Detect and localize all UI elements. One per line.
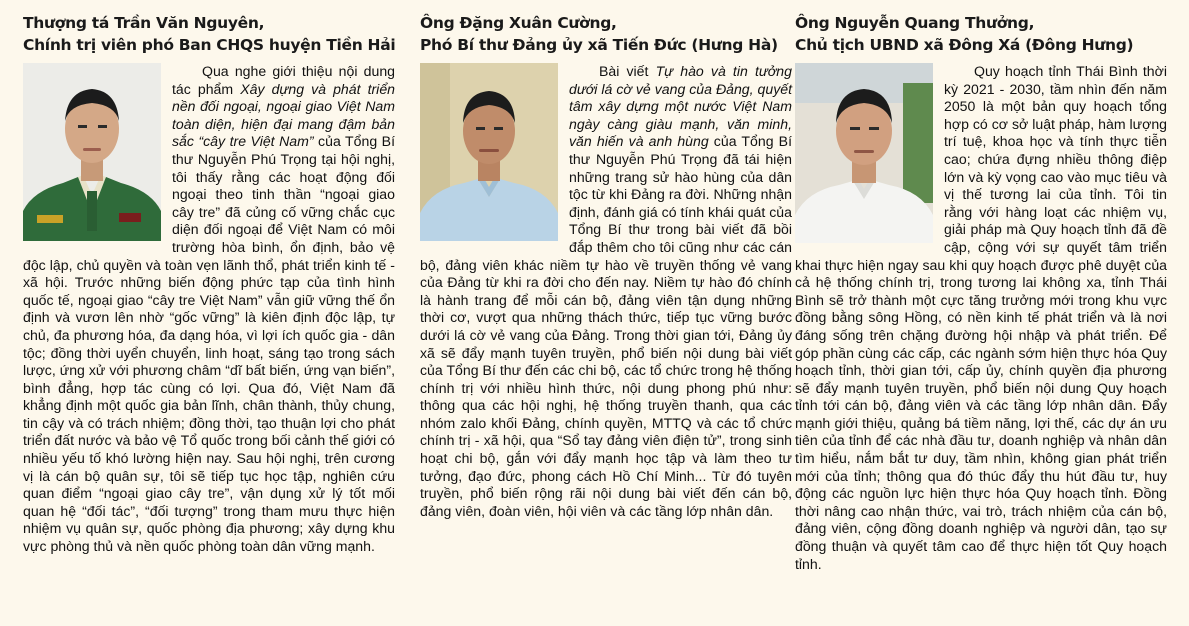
column-heading <box>420 12 792 56</box>
column-heading <box>23 12 395 56</box>
body-text: Quy hoạch tỉnh Thái Bình thời kỳ 2021 - 2030, tầm nhìn đến năm 2050 là một bản quy hoạch tổng hợp có cơ sở luật pháp, hàm lượng trí tuệ, khoa học và tính thực tiễn cao; chứa đựng nhiều thông điệp lớn và kỳ vọng cao vào mục tiêu và vị thế tương lai của tỉnh. Tôi tin rằng với hàng loạt các nhiệm vụ, giải pháp mà Quy hoạch tỉnh đã đề cập, cộng với sự quyết tâm triển khai thực hiện ngay sau khi quy hoạch được phê duyệt của cả hệ thống chính trị, trong tương lai không xa, tỉnh Thái Bình sẽ trở thành một cực tăng trưởng mới trong khu vực đồng bằng sông Hồng, có nền kinh tế phát triển và là nơi đáng sống trên chặng đường hội nhập và phát triển. Để góp phần cùng các cấp, các ngành sớm hiện thực hóa Quy hoạch tỉnh, thời gian tới, cấp ủy, chính quyền địa phương sẽ đẩy mạnh tuyên truyền, phổ biến nội dung Quy hoạch tỉnh tới cán bộ, đảng viên và các tầng lớp nhân dân. Đẩy mạnh giới thiệu, quảng bá tiềm năng, lợi thế, các dự án ưu tiên của tỉnh để các nhà đầu tư, doanh nghiệp và nhân dân tìm hiểu, nắm bắt tư duy, tầm nhìn, không gian phát triển mới của tỉnh; thông qua đó thúc đẩy thu hút đầu tư, huy động các nguồn lực hiện thực hóa Quy hoạch tỉnh. Đồng thời nâng cao nhận thức, vai trò, trách nhiệm của cán bộ, đảng viên, cộng đồng doanh nghiệp và người dân, tạo sự đồng thuận và quyết tâm cao để thực hiện tốt Quy hoạch tỉnh. <box>795 63 1167 572</box>
lead-text: Qua nghe giới thiệu nội dung tác phẩm <box>172 63 395 97</box>
speaker-role: Chủ tịch UBND xã Đông Xá (Đông Hưng) <box>795 36 1134 54</box>
man-blue-shirt-portrait-image <box>420 63 558 241</box>
speaker-role: Chính trị viên phó Ban CHQS huyện Tiền Hải <box>23 36 396 54</box>
speaker-role: Phó Bí thư Đảng ủy xã Tiến Đức (Hưng Hà) <box>420 36 778 54</box>
column-body <box>420 63 792 520</box>
opinion-column-2 <box>420 12 792 520</box>
speaker-name: Thượng tá Trần Văn Nguyên, <box>23 14 265 32</box>
body-text: của Tổng Bí thư Nguyễn Phú Trọng tại hội nghị, tôi thấy rằng các hoạt động đối ngoại theo tinh thần “ngoại giao cây tre” đã củng cố vững chắc cục diện đối ngoại để Việt Nam có môi trường hòa bình, ổn định, bảo vệ độc lập, chủ quyền và toàn vẹn lãnh thổ, phát triển kinh tế - xã hội. Trước những biến động phức tạp của tình hình quốc tế, ngoại giao “cây tre Việt Nam” vẫn giữ vững thế ổn định và vươn lên nhờ “gốc vững” là kiên định độc lập, tự chủ, đa phương hóa, đa dạng hóa, vì lợi ích quốc gia - dân tộc; đồng thời uyển chuyển, linh hoạt, sáng tạo trong sách lược, ứng xử với phương châm “dĩ bất biến, ứng vạn biến”, bình đẳng, hợp tác cùng có lợi. Qua đó, Việt Nam đã khẳng định một quốc gia bản lĩnh, chân thành, thủy chung, tin cậy và có trách nhiệm; đồng thời, tạo thuận lợi cho phát triển đất nước và bảo vệ Tổ quốc trong bối cảnh thế giới có nhiều yếu tố khó lường hiện nay. Sau hội nghị, trên cương vị là cán bộ quân sự, tôi sẽ tiếp tục học tập, nghiên cứu quan điểm “ngoại giao cây tre”, vận dụng xử lý tốt mối quan hệ “đối tác”, “đối tượng” trong tham mưu thực hiện nhiệm vụ quân sự, quốc phòng địa phương; xây dựng khu vực phòng thủ và nền quốc phòng toàn dân vững mạnh. <box>23 133 395 555</box>
military-officer-portrait-image <box>23 63 161 241</box>
work-title: Tự hào và tin tưởng dưới lá cờ vẻ vang của Đảng, quyết tâm xây dựng một nước Việt Nam ngày càng giàu mạnh, văn minh, văn hiến và anh hùng <box>569 63 792 150</box>
work-title: Xây dựng và phát triển nền đối ngoại, ngoại giao Việt Nam toàn diện, hiện đại mang đậm bản sắc “cây tre Việt Nam” <box>172 80 395 150</box>
man-white-shirt-portrait-image <box>795 63 933 243</box>
speaker-name: Ông Đặng Xuân Cường, <box>420 14 617 32</box>
column-body <box>795 63 1167 573</box>
column-body <box>23 63 395 556</box>
portrait-photo <box>23 63 161 241</box>
opinion-column-1 <box>23 12 395 556</box>
speaker-name: Ông Nguyễn Quang Thưởng, <box>795 14 1035 32</box>
opinion-column-3 <box>795 12 1167 573</box>
column-heading <box>795 12 1167 56</box>
lead-text: Bài viết <box>599 63 656 79</box>
portrait-photo <box>420 63 558 241</box>
body-text: của Tổng Bí thư Nguyễn Phú Trọng đã tái hiện những trang sử hào hùng của dân tộc từ khi Đảng ra đời. Những nhận định, đánh giá có tính khái quát của Tổng Bí thư trong bài viết đã bồi đắp thêm cho tôi cũng như các cán bộ, đảng viên khác niềm tự hào về truyền thống vẻ vang của Đảng từ khi ra đời cho đến nay. Niềm tự hào đó chính là hành trang để mỗi cán bộ, đảng viên tận dụng những thời cơ, vượt qua những thách thức, tiếp tục vững bước dưới lá cờ vẻ vang của Đảng. Trong thời gian tới, Đảng ủy xã sẽ đẩy mạnh tuyên truyền, phổ biến nội dung bài viết của Tổng Bí thư đến các chi bộ, các tổ chức trong hệ thống chính trị với nhiều hình thức, nội dung phong phú như: thông qua các hội nghị, hệ thống truyền thanh, qua các nhóm zalo khối Đảng, chính quyền, MTTQ và các tổ chức chính trị - xã hội, qua “Sổ tay đảng viên điện tử”, trong sinh hoạt chi bộ, gắn với đẩy mạnh học tập và làm theo tư tưởng, đạo đức, phong cách Hồ Chí Minh... Từ đó tuyên truyền, phổ biến rộng rãi nội dung bài viết đến cán bộ, đảng viên, đoàn viên, hội viên và các tầng lớp nhân dân. <box>420 133 792 519</box>
portrait-photo <box>795 63 933 243</box>
